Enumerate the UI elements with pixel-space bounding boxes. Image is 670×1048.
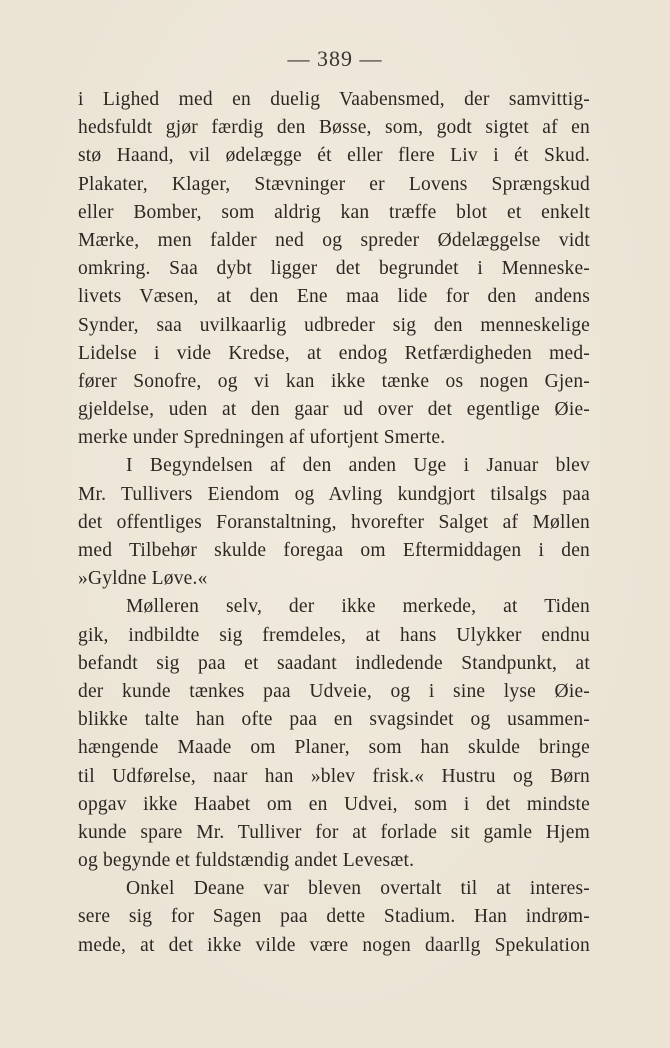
text-line: Mr. Tullivers Eiendom og Avling kundgjort tilsalgs paa [78, 483, 590, 505]
text-line: med Tilbehør skulde foregaa om Eftermiddagen i den [78, 540, 590, 561]
text-line: Mærke, men falder ned og spreder Ødelæggelse vidt [78, 229, 590, 251]
text-line: befandt sig paa et saadant indledende Standpunkt, at [78, 652, 590, 674]
text-line: hængende Maade om Planer, som han skulde bringe [78, 737, 590, 759]
text-line: livets Væsen, at den Ene maa lide for den andens [78, 286, 590, 308]
text-line: stø Haand, vil ødelægge ét eller flere Liv i ét Skud. [78, 145, 590, 167]
text-line: opgav ikke Haabet om en Udvei, som i det mindste [78, 793, 590, 815]
text-line: Onkel Deane var bleven overtalt til at interes- [126, 878, 590, 900]
text-line: omkring. Saa dybt ligger det begrundet i Menneske- [78, 258, 590, 280]
text-line: hedsfuldt gjør færdig den Bøsse, som, godt sigtet af en [78, 117, 590, 139]
body-text [78, 86, 590, 960]
text-line: til Udførelse, naar han »blev frisk.« Hustru og Børn [78, 765, 590, 787]
text-line: mede, at det ikke vilde være nogen daarllg Spekulation [78, 934, 590, 956]
text-line: og begynde et fuldstændig andet Levesæt. [78, 850, 415, 872]
text-line: I Begyndelsen af den anden Uge i Januar blev [126, 455, 590, 477]
text-line: Mølleren selv, der ikke merkede, at Tiden [126, 596, 590, 618]
text-line: Plakater, Klager, Stævninger er Lovens Sprængskud [78, 173, 590, 195]
text-line: i Lighed med en duelig Vaabensmed, der samvittig- [78, 89, 590, 110]
text-line: Synder, saa uvilkaarlig udbreder sig den menneskelige [78, 314, 590, 336]
text-line: gjeldelse, uden at den gaar ud over det egentlige Øie- [78, 399, 590, 421]
text-line: Lidelse i vide Kredse, at endog Retfærdigheden med- [78, 342, 590, 364]
text-line: kunde spare Mr. Tulliver for at forlade sit gamle Hjem [78, 821, 590, 843]
page-number: — 389 — [287, 46, 383, 71]
text-line: fører Sonofre, og vi kan ikke tænke os nogen Gjen- [78, 370, 590, 392]
text-line: det offentliges Foranstaltning, hvorefter Salget af Møllen [78, 511, 590, 533]
text-line: gik, indbildte sig fremdeles, at hans Ulykker endnu [78, 624, 590, 646]
text-line: »Gyldne Løve.« [78, 568, 208, 590]
text-line: eller Bomber, som aldrig kan træffe blot et enkelt [78, 201, 590, 223]
text-line: blikke talte han ofte paa en svagsindet og usammen- [78, 709, 590, 731]
text-line: sere sig for Sagen paa dette Stadium. Han indrøm- [78, 906, 590, 928]
text-line: der kunde tænkes paa Udveie, og i sine lyse Øie- [78, 680, 590, 702]
text-line: merke under Spredningen af ufortjent Smerte. [78, 427, 446, 449]
